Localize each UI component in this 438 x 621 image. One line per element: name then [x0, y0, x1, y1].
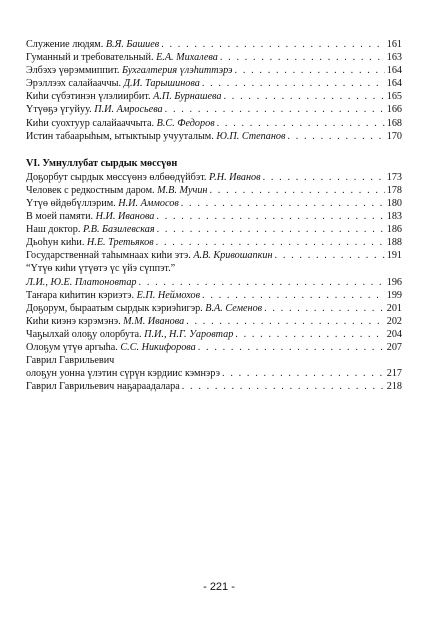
toc-entry: [26, 38, 402, 51]
dot-leader: [161, 38, 385, 51]
entry-title: олоҕун уонна үлэтин сүрүн кэрдиис кэмнэрэ: [26, 368, 221, 380]
entry-title: Человек с редкостным даром.: [26, 184, 155, 196]
entry-page: 164: [386, 65, 402, 77]
entry-page: 196: [386, 276, 402, 288]
entry-author: Р.Н. Иванов: [208, 171, 261, 183]
dot-leader: [186, 315, 385, 328]
entry-page: 165: [386, 91, 402, 103]
toc-entry: [26, 341, 402, 354]
toc-entry: [26, 289, 402, 302]
entry-author: Р.В. Базилевская: [82, 224, 155, 236]
toc-entry: [26, 367, 402, 380]
entry-title: Киһи сүбэтинэн үлэлиирбит.: [26, 91, 151, 103]
dot-leader: [156, 236, 385, 249]
dot-leader: [224, 90, 385, 103]
table-of-contents: [26, 38, 402, 393]
entry-title: Таҥара киһитин кэриэтэ.: [26, 289, 135, 301]
entry-title: Доҕорбут сырдык мөссүөнэ өлбөөдүйбэт.: [26, 171, 207, 183]
entry-author: Н.И. Аммосов: [118, 197, 179, 209]
entry-page: 201: [386, 302, 402, 314]
entry-page: 188: [386, 237, 402, 249]
entry-author: А.П. Бурнашева: [153, 91, 222, 103]
dot-leader: [220, 51, 385, 64]
dot-leader: [181, 197, 385, 210]
entry-title: Киһи суохтуур салайааччыта.: [26, 117, 155, 129]
toc-entry: [26, 64, 402, 77]
dot-leader: [222, 367, 385, 380]
toc-entry: [26, 328, 402, 341]
dot-leader: [139, 276, 385, 289]
entry-title: “Үтүө киһи үтүөтэ үс үйэ сүппэт.”: [26, 263, 176, 275]
dot-leader: [287, 130, 384, 143]
toc-entry: [26, 51, 402, 64]
entry-title: Истин табаарыһым, ытыктыыр учууталым.: [26, 130, 214, 142]
toc-entry: [26, 302, 402, 315]
entry-title: Доҕорум, быраатым сырдык кэриэһигэр.: [26, 302, 203, 314]
toc-entry: [26, 276, 402, 289]
entry-author: Бухгалтерия үлэһиттэрэ: [122, 65, 233, 77]
entry-author: М.В. Мучин: [157, 184, 208, 196]
entry-title: Служение людям.: [26, 39, 104, 50]
toc-entry: [26, 315, 402, 328]
toc-entry: [26, 197, 402, 210]
entry-author: В.Я. Башиев: [105, 39, 160, 50]
entry-title: В моей памяти.: [26, 211, 94, 223]
entry-page: 183: [386, 211, 402, 223]
dot-leader: [157, 223, 385, 236]
entry-page: 218: [386, 381, 402, 393]
entry-author: П.И., Н.Г. Уаровтар: [144, 328, 234, 340]
dot-leader: [275, 249, 385, 262]
entry-page: 178: [386, 184, 402, 196]
dot-leader: [264, 302, 385, 315]
toc-group-2: [26, 171, 402, 394]
entry-author: П.И. Амросьева: [94, 104, 163, 116]
entry-title: Гаврил Гаврильевич наҕараадалара: [26, 381, 180, 393]
dot-leader: [156, 210, 384, 223]
entry-page: 164: [386, 78, 402, 90]
toc-entry: [26, 249, 402, 262]
dot-leader: [202, 77, 385, 90]
entry-page: 202: [386, 315, 402, 327]
entry-author: М.М. Иванова: [123, 315, 185, 327]
toc-entry: [26, 210, 402, 223]
entry-page: 207: [386, 341, 402, 353]
entry-author: А.В. Кривошапкин: [193, 250, 273, 262]
dot-leader: [235, 64, 385, 77]
entry-page: 199: [386, 289, 402, 301]
dot-leader: [263, 171, 385, 184]
entry-author: Д.И. Тарышинова: [123, 78, 200, 90]
toc-entry: [26, 103, 402, 116]
entry-title: Үтүө өйдөбүллэрим.: [26, 197, 116, 209]
entry-author: Е.А. Михалева: [156, 52, 218, 64]
entry-author: В.С. Федоров: [156, 117, 215, 129]
entry-page: 217: [386, 368, 402, 380]
entry-author: Н.Е. Третьяков: [86, 237, 154, 249]
dot-leader: [182, 380, 385, 393]
entry-author: С.С. Никифорова: [120, 341, 196, 353]
toc-entry: [26, 130, 402, 143]
entry-page: 173: [386, 171, 402, 183]
entry-title: Дьоһун киһи.: [26, 237, 85, 249]
entry-page: 180: [386, 197, 402, 209]
entry-author: В.А. Семенов: [205, 302, 263, 314]
dot-leader: [235, 328, 384, 341]
dot-leader: [165, 103, 385, 116]
toc-entry: [26, 171, 402, 184]
section-heading: VI. Умнуллубат сырдык мөссүөн: [26, 157, 178, 169]
entry-page: 204: [386, 328, 402, 340]
entry-page: 170: [386, 130, 402, 142]
entry-author: Ю.П. Степанов: [216, 130, 286, 142]
entry-title: Киһи киэнэ кэрэмэнэ.: [26, 315, 121, 327]
entry-page: 161: [386, 39, 402, 50]
entry-page: 163: [386, 52, 402, 64]
toc-entry: [26, 90, 402, 103]
toc-entry: [26, 236, 402, 249]
toc-entry: [26, 380, 402, 393]
entry-title: Үтүөҕэ үгуйуу.: [26, 104, 92, 116]
entry-title: Государственнай таһымнаах киһи этэ.: [26, 250, 191, 262]
toc-entry: [26, 223, 402, 236]
toc-group-1: [26, 38, 402, 143]
entry-title: Эрэллээх салайааччы.: [26, 78, 122, 90]
dot-leader: [202, 289, 385, 302]
entry-title: Элбэхэ үөрэммиппит.: [26, 65, 120, 77]
dot-leader: [209, 184, 384, 197]
entry-page: 186: [386, 224, 402, 236]
entry-author: Е.П. Неймохов: [136, 289, 201, 301]
toc-entry: [26, 117, 402, 130]
entry-heading: Гаврил Гаврильевич: [26, 355, 115, 367]
toc-entry: [26, 184, 402, 197]
dot-leader: [198, 341, 385, 354]
entry-title: Наш доктор.: [26, 224, 81, 236]
entry-author: Л.И., Ю.Е. Платоновтар: [26, 276, 137, 288]
dot-leader: [217, 117, 385, 130]
entry-page: 166: [386, 104, 402, 116]
entry-title: Гуманный и требовательный.: [26, 52, 154, 64]
page-number: - 221 -: [203, 581, 235, 593]
entry-page: 191: [386, 250, 402, 262]
toc-entry: [26, 77, 402, 90]
entry-title: Чаҕылхай олоҕу олорбута.: [26, 328, 142, 340]
entry-author: Н.И. Иванова: [95, 211, 155, 223]
entry-title: Олоҕум үтүө аргыһа.: [26, 341, 118, 353]
entry-page: 168: [386, 117, 402, 129]
